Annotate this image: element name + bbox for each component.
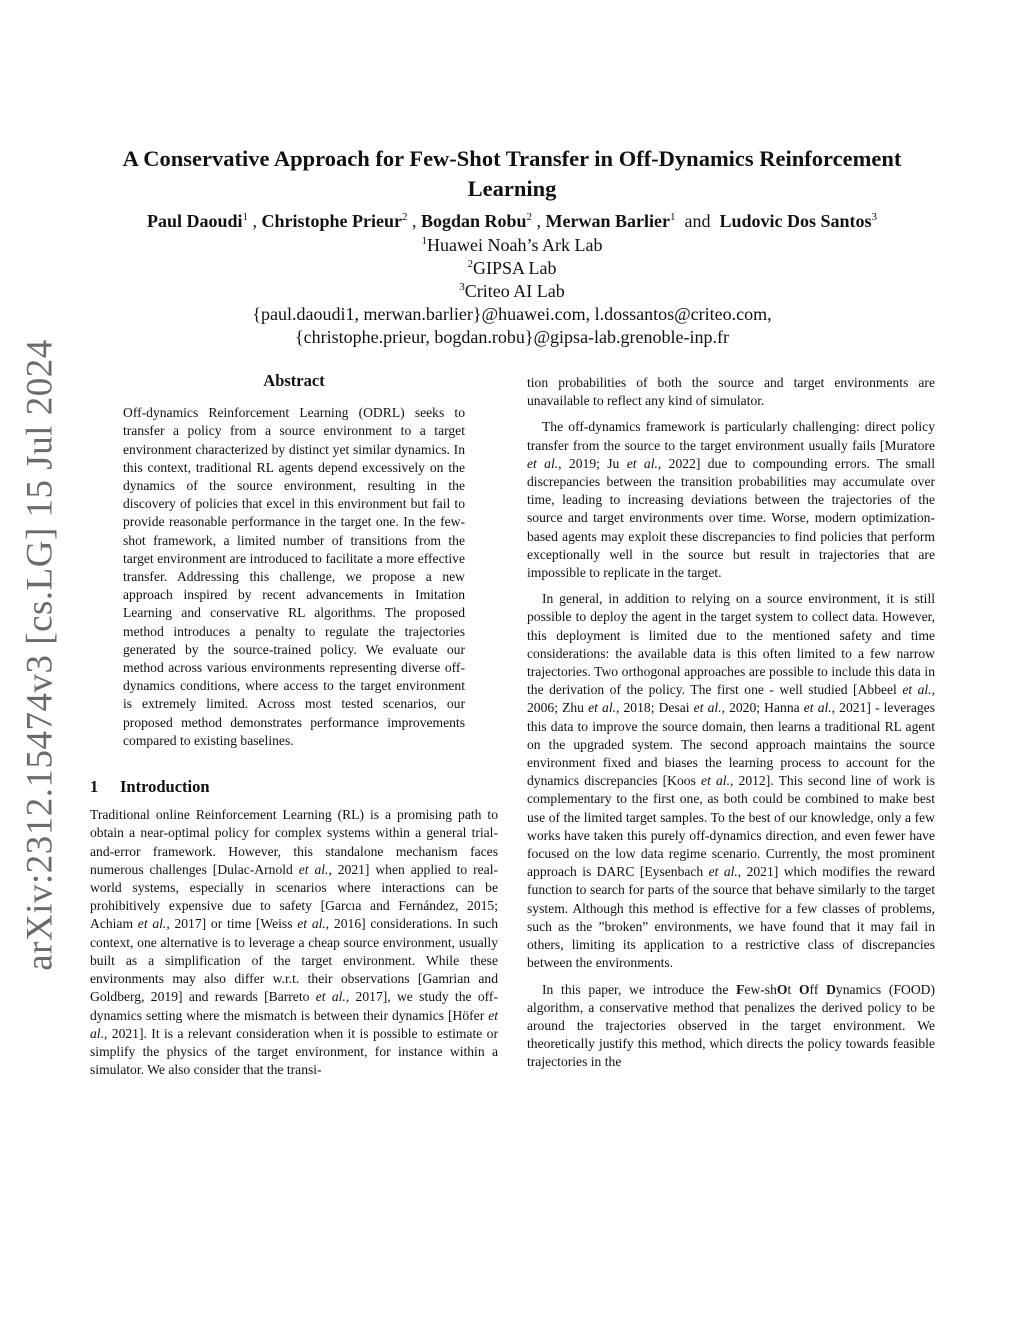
intro-paragraph-1 — [90, 806, 498, 1079]
author-affil-mark: 2 — [401, 211, 408, 223]
affil-name: Criteo AI Lab — [464, 281, 565, 301]
text-run: , 2018; Desai — [616, 700, 694, 716]
text-run: , 2017] or time [Weiss — [166, 916, 298, 932]
affiliation — [60, 257, 964, 280]
text-run: , 2016] considerations. In such context, one alternative is to leverage a cheap source environment, usually built as a simplification of the target environment. While these environments may also differ w.r.t. their observations [Gamrian and Goldberg, 2019] and rewards [Barreto — [90, 916, 499, 1005]
affiliations — [60, 234, 964, 349]
citation-etal: et al. — [708, 864, 738, 880]
text-run: Traditional online Reinforcement Learning (RL) is a promising path to obtain a near-optimal policy for complex systems within a general trial-and-error framework. However, this standalone mechanism faces numerous challenges [Dulac-Arnold — [90, 807, 498, 877]
text-run: , 2021] when applied to real-world systems, especially in scenarios where interactions can be prohibitively expensive due to safety [Garcıa and Fernández, 2015; Achiam — [90, 861, 499, 932]
acronym-letter: D — [826, 981, 836, 997]
text-run: tion probabilities of both the source and target environments are unavailable to reflect any kind of simulator. — [527, 375, 935, 409]
affil-name: GIPSA Lab — [472, 258, 557, 278]
affiliation — [60, 280, 964, 303]
text-run: t — [787, 981, 799, 997]
text-run: , 2006; Zhu — [527, 682, 935, 716]
citation-etal: et al. — [90, 1007, 498, 1041]
text-run: , 2022] due to compounding errors. The small discrepancies between the transition probabilities may accumulate over time, leading to increasing deviations between the trajectories of the source and target environments over time. Worse, modern optimization-based agents may exploit these discrepancies to find policies that perform exceptionally well in the source but result in trajectories that are impossible to replicate in the target. — [527, 455, 935, 581]
author-affil-mark: 3 — [871, 211, 878, 223]
author-affil-mark: 2 — [526, 211, 533, 223]
left-column — [90, 372, 498, 1079]
author-name: Paul Daoudi — [146, 211, 243, 231]
acronym-letter: O — [798, 981, 810, 997]
text-run: , 2021]. It is a relevant consideration when it is possible to estimate or simplify the physics of the target environment, for instance within a simulator. We also consider that the transi- — [90, 1025, 498, 1078]
email-line: {christophe.prieur, bogdan.robu}@gipsa-lab.grenoble-inp.fr — [294, 327, 729, 347]
citation-etal: et al. — [298, 861, 329, 877]
text-run: , 2021] - leverages this data to improve the source domain, then learns a traditional RL agent on the upgraded system. The second approach maintains the source environment fixed and biases the learning process to account for the dynamics discrepancies [Koos — [527, 700, 935, 789]
intro-paragraph-4 — [527, 981, 935, 1072]
citation-etal: et al. — [137, 916, 167, 932]
text-run: , 2019; Ju — [558, 455, 627, 471]
affil-mark: 2 — [467, 258, 473, 270]
text-run: , 2012]. This second line of work is complementary to the first one, as both could be combined to make best use of the limited target samples. To the best of our knowledge, only a few works have taken this purely off-dynamics direction, and even fewer have focused on the low data regime scenario. Currently, the most prominent approach is DARC [Eysenbach — [527, 773, 935, 880]
author-separator: , — [407, 211, 421, 231]
author-name: Merwan Barlier — [545, 211, 670, 231]
citation-etal: et al. — [297, 916, 326, 932]
author-affil-mark: 1 — [242, 211, 248, 223]
author-name: Christophe Prieur — [261, 211, 402, 231]
citation-etal: et al. — [527, 455, 559, 471]
intro-paragraph-1-continued — [527, 374, 935, 410]
author-and: and — [684, 211, 711, 231]
citation-etal: et al. — [701, 773, 730, 789]
affiliation — [60, 234, 964, 257]
author-separator: , — [247, 211, 262, 231]
text-run: , 2020; Hanna — [721, 700, 804, 716]
citation-etal: et al. — [315, 989, 346, 1005]
citation-etal: et al. — [626, 455, 658, 471]
acronym-letter: O — [776, 981, 788, 997]
abstract-heading: Abstract — [263, 371, 325, 390]
intro-paragraph-3 — [527, 590, 935, 972]
author-name: Bogdan Robu — [420, 211, 527, 231]
affil-name: Huawei Noah’s Ark Lab — [427, 235, 603, 255]
author-line — [60, 210, 964, 232]
text-run: The off-dynamics framework is particularly challenging: direct policy transfer from the source to the target environment usually fails [Muratore — [527, 419, 935, 453]
text-run: ynamics (FOOD) algorithm, a conservative method that penalizes the derived policy to be around the trajectories observed in the target environment. We theoretically justify this method, which directs the policy towards feasible trajectories in the — [527, 981, 935, 1070]
abstract-text: Off-dynamics Reinforcement Learning (ODRL) seeks to transfer a policy from a source environment to a target environment characterized by distinct yet similar dynamics. In this context, traditional RL agents depend excessively on the dynamics of the source environment, resulting in the discovery of policies that excel in this environment but fail to provide reasonable performance in the target one. In the few-shot framework, a limited number of transitions from the target environment are introduced to facilitate a more effective transfer. Addressing this challenge, we propose a new approach inspired by recent advancements in Imitation Learning and conservative RL algorithms. The proposed method introduces a penalty to regulate the trajectories generated by the source-trained policy. We evaluate our method across various environments representing diverse off-dynamics conditions, where access to the target environment is extremely limited. Across most tested scenarios, our proposed method demonstrates performance improvements compared to existing baselines. — [123, 405, 465, 748]
acronym-letter: F — [736, 981, 745, 997]
citation-etal: et al. — [588, 700, 616, 716]
text-run: ff — [809, 981, 827, 997]
citation-etal: et al. — [902, 682, 932, 698]
author-name: Ludovic Dos Santos — [719, 211, 872, 231]
author-separator: , — [532, 211, 546, 231]
arxiv-side-stamp — [0, 339, 80, 971]
citation-etal: et al. — [693, 700, 722, 716]
text-run: In general, in addition to relying on a source environment, it is still possible to deploy the agent in the target system to collect data. However, this deployment is limited due to the mentioned safety and time considerations: the available data is this often limited to a few narrow trajectories. Two orthogonal approaches are possible to include this data in the derivation of the policy. The first one - well studied [Abbeel — [527, 591, 935, 698]
email-line: {paul.daoudi1, merwan.barlier}@huawei.com, l.dossantos@criteo.com, — [252, 304, 772, 324]
text-run: , 2017], we study the off-dynamics setting where the mismatch is between their dynamics [Höfer — [90, 989, 498, 1023]
intro-paragraph-2 — [527, 418, 935, 582]
text-run: ew-sh — [744, 981, 777, 997]
affil-mark: 3 — [459, 281, 465, 293]
text-run: In this paper, we introduce the — [542, 981, 737, 997]
right-column — [527, 374, 935, 1072]
citation-etal: et al. — [803, 700, 832, 716]
section-number: 1 — [90, 777, 99, 797]
section-title: Introduction — [120, 777, 210, 797]
section-heading — [90, 778, 498, 796]
affil-mark: 1 — [421, 235, 428, 247]
arxiv-identifier: arXiv:2312.15474v3 [cs.LG] 15 Jul 2024 — [19, 339, 61, 971]
text-run: , 2021] which modifies the reward function to search for parts of the source that behave similarly to the target system. Although this method is effective for a few classes of problems, such as the ”broken” environments, we have found that it may fail in others, limiting its application to a restrictive class of discrepancies between the environments. — [527, 864, 935, 971]
paper-title: A Conservative Approach for Few-Shot Transfer in Off-Dynamics Reinforcement Learning — [122, 146, 902, 201]
author-affil-mark: 1 — [669, 211, 676, 223]
